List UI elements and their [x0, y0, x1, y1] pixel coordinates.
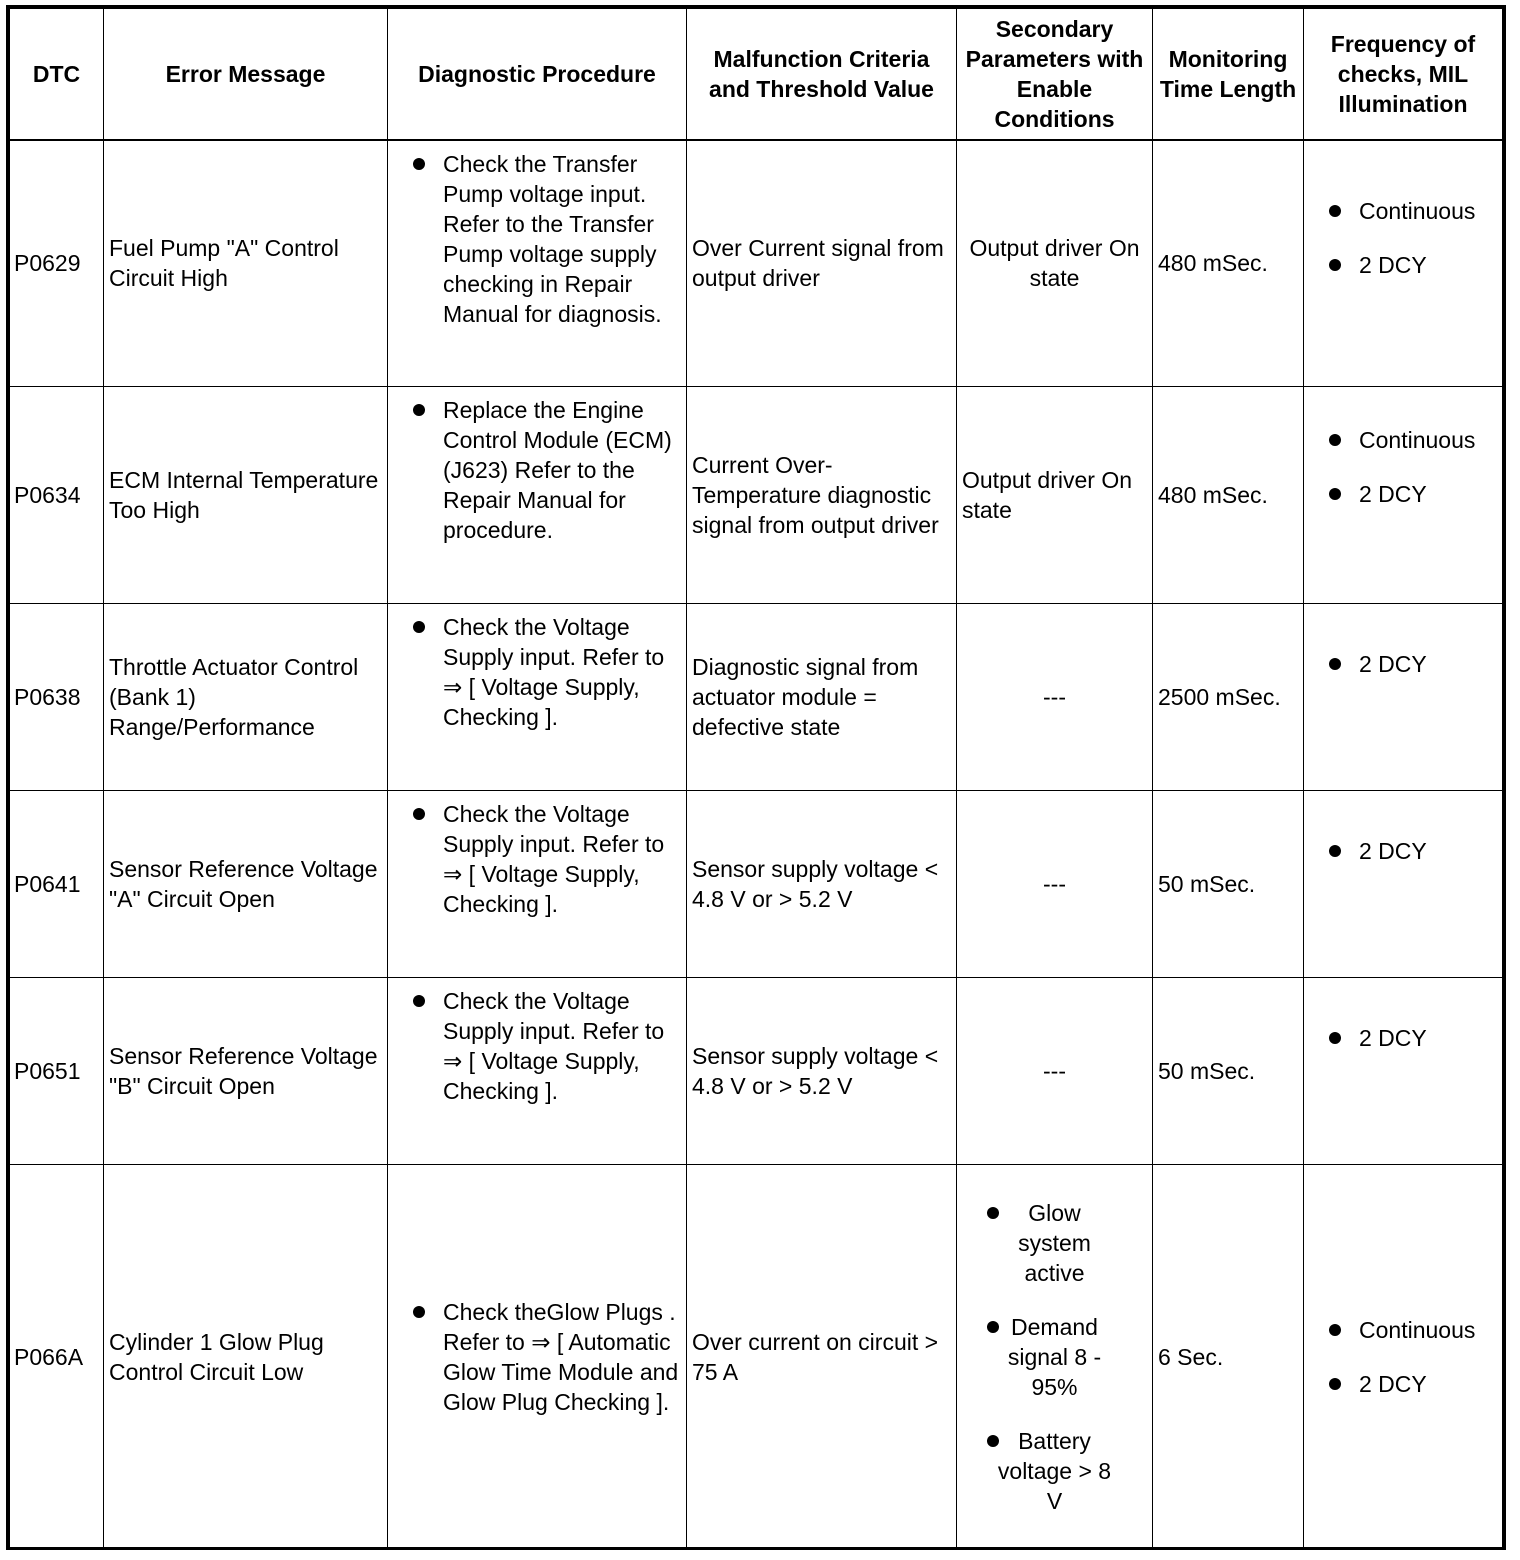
bullet-icon — [1329, 1378, 1341, 1390]
secondary-text: Glow system active — [1018, 1200, 1091, 1286]
bullet-icon — [1329, 434, 1341, 446]
frequency-item — [1359, 836, 1496, 866]
frequency-item — [1359, 1369, 1496, 1399]
monitoring-time: 50 mSec. — [1153, 791, 1304, 978]
frequency-text: Continuous — [1359, 427, 1476, 453]
diagnostic-procedure — [388, 791, 687, 978]
bullet-icon — [1329, 845, 1341, 857]
dtc-table — [9, 8, 1503, 1550]
secondary-item — [995, 1312, 1115, 1402]
malfunction-criteria: Sensor supply voltage < 4.8 V or > 5.2 V — [687, 791, 957, 978]
frequency-text: 2 DCY — [1359, 838, 1427, 864]
header-row — [10, 9, 1503, 140]
monitoring-time: 480 mSec. — [1153, 140, 1304, 387]
frequency — [1304, 791, 1503, 978]
secondary-parameters — [957, 1165, 1153, 1550]
malfunction-criteria: Current Over-Temperature diagnostic signal from output driver — [687, 387, 957, 604]
procedure-text: Replace the Engine Control Module (ECM) (J623) Refer to the Repair Manual for procedure. — [443, 397, 672, 543]
header-error-message: Error Message — [104, 9, 388, 140]
frequency-text: 2 DCY — [1359, 481, 1427, 507]
bullet-icon — [413, 995, 425, 1007]
frequency-text: 2 DCY — [1359, 251, 1427, 278]
bullet-icon — [987, 1207, 999, 1219]
dtc-code: P0629 — [10, 140, 104, 387]
monitoring-time: 50 mSec. — [1153, 978, 1304, 1165]
frequency-item — [1359, 1023, 1496, 1053]
frequency-item — [1359, 196, 1496, 226]
procedure-item — [443, 1297, 680, 1417]
frequency-text: Continuous — [1359, 1317, 1476, 1343]
diagnostic-procedure — [388, 978, 687, 1165]
frequency-text: 2 DCY — [1359, 1371, 1427, 1397]
frequency — [1304, 604, 1503, 791]
header-dtc: DTC — [10, 9, 104, 140]
procedure-item — [443, 149, 680, 329]
dtc-code: P0641 — [10, 791, 104, 978]
diagnostic-procedure — [388, 387, 687, 604]
malfunction-criteria: Over current on circuit > 75 A — [687, 1165, 957, 1550]
frequency — [1304, 387, 1503, 604]
diagnostic-procedure — [388, 604, 687, 791]
error-message: Throttle Actuator Control (Bank 1) Range/Performance — [104, 604, 388, 791]
header-malfunction-criteria: Malfunction Criteria and Threshold Value — [687, 9, 957, 140]
header-diagnostic-procedure: Diagnostic Procedure — [388, 9, 687, 140]
secondary-parameters: --- — [957, 978, 1153, 1165]
table-row — [10, 604, 1503, 791]
dtc-code: P0638 — [10, 604, 104, 791]
frequency-text: Continuous — [1359, 197, 1476, 224]
header-monitoring-time: Monitoring Time Length — [1153, 9, 1304, 140]
bullet-icon — [413, 1306, 425, 1318]
frequency-item — [1359, 479, 1496, 509]
procedure-text: Check the Voltage Supply input. Refer to ⇒ [ Voltage Supply, Checking ]. — [443, 801, 665, 917]
bullet-icon — [987, 1435, 999, 1447]
procedure-text: Check the Voltage Supply input. Refer to ⇒ [ Voltage Supply, Checking ]. — [443, 614, 665, 730]
bullet-icon — [413, 808, 425, 820]
bullet-icon — [1329, 1324, 1341, 1336]
frequency-text: 2 DCY — [1359, 1025, 1427, 1051]
error-message: ECM Internal Temperature Too High — [104, 387, 388, 604]
frequency — [1304, 978, 1503, 1165]
table-row — [10, 978, 1503, 1165]
bullet-icon — [1329, 488, 1341, 500]
bullet-icon — [1329, 1032, 1341, 1044]
procedure-item — [443, 799, 680, 919]
bullet-icon — [413, 404, 425, 416]
secondary-text: Demand signal 8 - 95% — [1007, 1314, 1102, 1400]
error-message: Sensor Reference Voltage "A" Circuit Open — [104, 791, 388, 978]
bullet-icon — [1329, 205, 1341, 217]
header-secondary-parameters: Secondary Parameters with Enable Conditions — [957, 9, 1153, 140]
secondary-parameters: --- — [957, 791, 1153, 978]
malfunction-criteria: Sensor supply voltage < 4.8 V or > 5.2 V — [687, 978, 957, 1165]
frequency-item — [1359, 250, 1496, 280]
monitoring-time: 2500 mSec. — [1153, 604, 1304, 791]
dtc-code: P066A — [10, 1165, 104, 1550]
procedure-item — [443, 395, 680, 545]
header-frequency: Frequency of checks, MIL Illumination — [1304, 9, 1503, 140]
frequency-text: 2 DCY — [1359, 651, 1427, 677]
dtc-code: P0634 — [10, 387, 104, 604]
procedure-item — [443, 986, 680, 1106]
secondary-parameters: --- — [957, 604, 1153, 791]
procedure-text: Check the Voltage Supply input. Refer to ⇒ [ Voltage Supply, Checking ]. — [443, 988, 665, 1104]
bullet-icon — [1329, 658, 1341, 670]
error-message: Sensor Reference Voltage "B" Circuit Open — [104, 978, 388, 1165]
bullet-icon — [413, 158, 425, 170]
bullet-icon — [987, 1321, 999, 1333]
table-row — [10, 140, 1503, 387]
frequency — [1304, 140, 1503, 387]
secondary-parameters: Output driver On state — [957, 387, 1153, 604]
table-row — [10, 1165, 1503, 1550]
procedure-item — [443, 612, 680, 732]
procedure-text: Check the Transfer Pump voltage input. Refer to the Transfer Pump voltage supply checking in Repair Manual for diagnosis. — [443, 150, 662, 327]
secondary-item — [995, 1426, 1115, 1516]
frequency — [1304, 1165, 1503, 1550]
procedure-text: Check theGlow Plugs . Refer to ⇒ [ Automatic Glow Time Module and Glow Plug Checking ]. — [443, 1299, 679, 1415]
dtc-table-page — [6, 5, 1506, 1550]
diagnostic-procedure — [388, 140, 687, 387]
secondary-parameters: Output driver On state — [957, 140, 1153, 387]
table-row — [10, 791, 1503, 978]
secondary-text: Battery voltage > 8 V — [997, 1428, 1112, 1514]
dtc-code: P0651 — [10, 978, 104, 1165]
secondary-item — [995, 1198, 1115, 1288]
monitoring-time: 6 Sec. — [1153, 1165, 1304, 1550]
error-message: Cylinder 1 Glow Plug Control Circuit Low — [104, 1165, 388, 1550]
malfunction-criteria: Over Current signal from output driver — [687, 140, 957, 387]
bullet-icon — [413, 621, 425, 633]
table-row — [10, 387, 1503, 604]
frequency-item — [1359, 649, 1496, 679]
diagnostic-procedure — [388, 1165, 687, 1550]
error-message: Fuel Pump "A" Control Circuit High — [104, 140, 388, 387]
bullet-icon — [1329, 259, 1341, 271]
frequency-item — [1359, 425, 1496, 455]
frequency-item — [1359, 1315, 1496, 1345]
malfunction-criteria: Diagnostic signal from actuator module = defective state — [687, 604, 957, 791]
monitoring-time: 480 mSec. — [1153, 387, 1304, 604]
